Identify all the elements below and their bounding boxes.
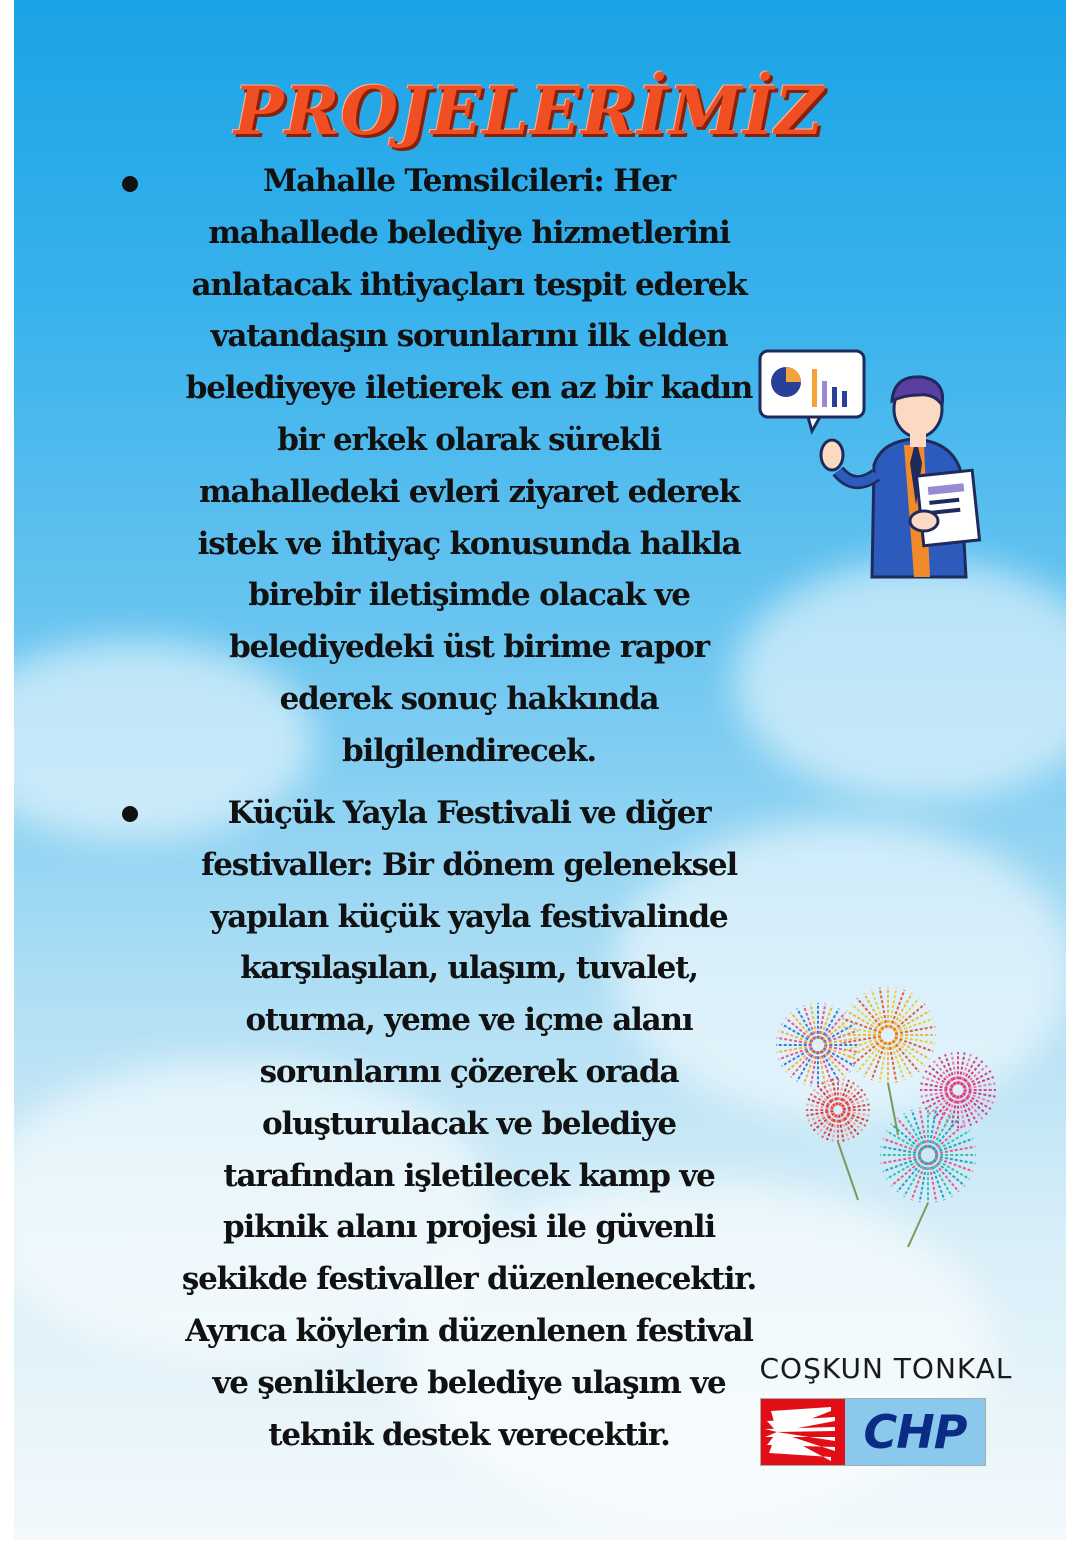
text-line: festivaller: Bir dönem geleneksel (201, 846, 737, 883)
chart-speech-bubble-icon (760, 351, 864, 431)
text-line: vatandaşın sorunlarını ilk elden (210, 318, 728, 355)
poster-background (14, 0, 1066, 1540)
project-description-festival (144, 788, 794, 1461)
text-line: Mahalle Temsilcileri: Her (263, 163, 675, 199)
text-line: piknik alanı projesi ile güvenli (223, 1209, 715, 1246)
text-line: karşılaşılan, ulaşım, tuvalet, (240, 950, 698, 987)
text-line: mahalledeki evleri ziyaret ederek (198, 473, 740, 510)
text-line: oluşturulacak ve belediye (262, 1105, 676, 1142)
author-signature: COŞKUN TONKAL (759, 1352, 1013, 1385)
text-line: yapılan küçük yayla festivalinde (210, 898, 728, 935)
presenter-illustration (754, 345, 1004, 580)
text-line: ederek sonuç hakkında (279, 680, 659, 717)
text-line: teknik destek verecektir. (268, 1416, 670, 1453)
project-description-mahalle (144, 156, 794, 778)
text-line: Küçük Yayla Festivali ve diğer (227, 795, 711, 831)
bullet-point (122, 176, 138, 192)
text-line: belediyedeki üst birime rapor (229, 629, 709, 666)
chp-logo (760, 1398, 986, 1466)
text-line: belediyeye iletierek en az bir kadın (185, 370, 753, 407)
text-line: mahallede belediye hizmetlerini (208, 214, 730, 251)
text-line: bilgilendirecek. (342, 732, 596, 769)
text-line: bir erkek olarak sürekli (277, 421, 661, 458)
text-line: Ayrıca köylerin düzenlenen festival (185, 1312, 753, 1349)
text-line: birebir iletişimde olacak ve (248, 577, 690, 614)
bullet-point (122, 806, 138, 822)
text-line: istek ve ihtiyaç konusunda halkla (197, 525, 741, 562)
fireworks-illustration (758, 985, 1008, 1255)
text-line: şekikde festivaller düzenlenecektir. (181, 1261, 757, 1298)
text-line: sorunlarını çözerek orada (259, 1053, 679, 1090)
chp-logo-text: CHP (845, 1399, 985, 1465)
text-line: ve şenliklere belediye ulaşım ve (212, 1364, 726, 1401)
text-line: tarafından işletilecek kamp ve (223, 1157, 715, 1194)
text-line: oturma, yeme ve içme alanı (245, 1002, 693, 1039)
page-title: PROJELERİMİZ (233, 72, 825, 150)
chp-logo-arrows (761, 1399, 845, 1465)
text-line: anlatacak ihtiyaçları tespit ederek (191, 266, 747, 303)
